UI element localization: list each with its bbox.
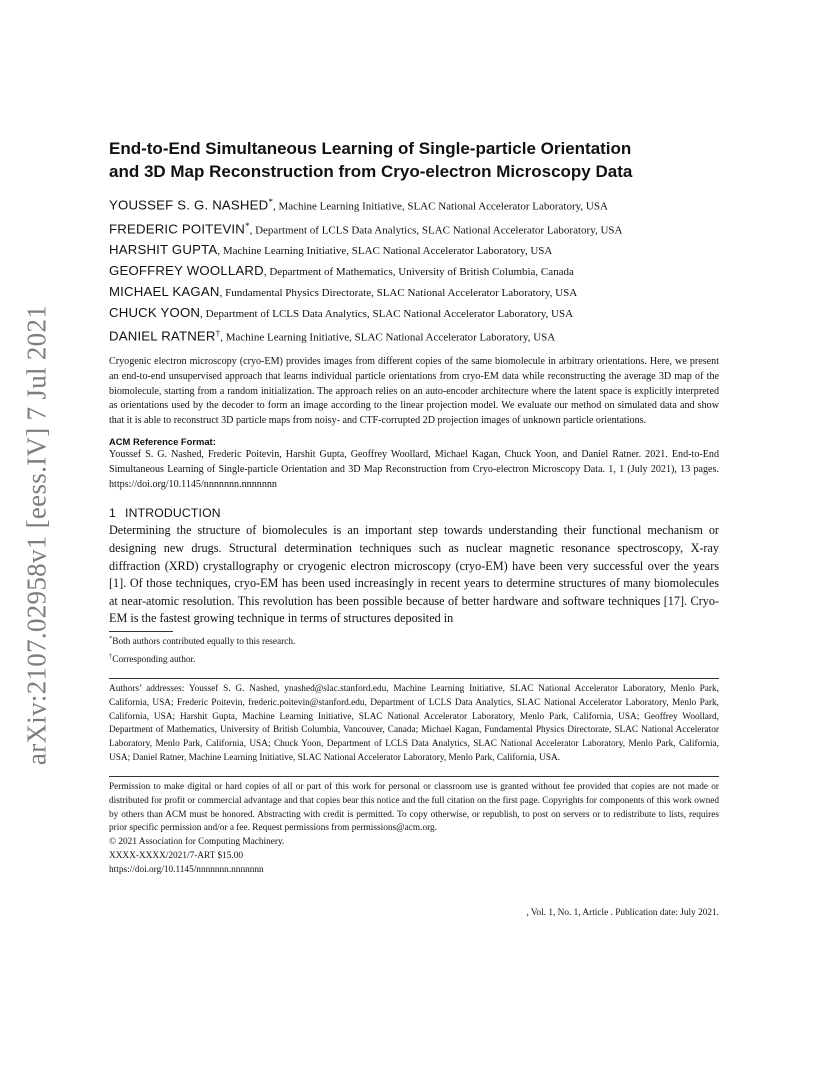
section-heading: [109, 505, 719, 521]
author-entry: [109, 324, 719, 348]
footnote-text: Both authors contributed equally to this research.: [112, 637, 296, 647]
acm-reference-text: Youssef S. G. Nashed, Frederic Poitevin, Harshit Gupta, Geoffrey Woollard, Michael Kagan, Chuck Yoon, and Daniel Ratner. 2021. End-to-End Simultaneous Learning of Single-particle Orientation and 3D Map Reconstruction from Cryo-electron Microscopy Data. 1, 1 (July 2021), 13 pages. https://doi.org/10.1145/nnnnnnn.nnnnnnn: [109, 448, 719, 490]
author-name: DANIEL RATNER: [109, 328, 216, 344]
acm-reference-heading: ACM Reference Format:: [109, 435, 216, 447]
title-line-2: and 3D Map Reconstruction from Cryo-electron Microscopy Data: [109, 162, 633, 181]
footnote-mark: *: [109, 634, 113, 642]
author-list: [109, 193, 719, 348]
author-mark: †: [215, 328, 221, 339]
author-name: FREDERIC POITEVIN: [109, 221, 246, 237]
footnote-mark: †: [109, 652, 113, 660]
author-affiliation: , Machine Learning Initiative, SLAC National Accelerator Laboratory, USA: [220, 331, 556, 344]
footnote: [109, 632, 719, 650]
author-name: GEOFFREY WOOLLARD: [109, 263, 264, 279]
copyright-line: © 2021 Association for Computing Machinery.: [109, 837, 285, 848]
author-entry: [109, 282, 719, 303]
arxiv-identifier-text: arXiv:2107.02958v1 [eess.IV] 7 Jul 2021: [21, 304, 52, 766]
author-entry: [109, 240, 719, 261]
author-affiliation: , Department of LCLS Data Analytics, SLAC National Accelerator Laboratory, USA: [200, 308, 574, 321]
title-line-1: End-to-End Simultaneous Learning of Single-particle Orientation: [109, 139, 632, 158]
issn-line: XXXX-XXXX/2021/7-ART $15.00: [109, 850, 244, 861]
author-mark: *: [245, 220, 250, 231]
intro-paragraph: Determining the structure of biomolecules is an important step towards understanding their functional mechanism or designing new drugs. Structural determination techniques such as nuclear magnetic resonance spectroscopy, X-ray diffraction (XRD) crystallography or cryogenic electron microscopy (cryo-EM) have been very successful over the years [1]. Of those techniques, cryo-EM has been used increasingly in recent years to determine structures of many biomolecules at near-atomic resolution. This revolution has been possible because of better hardware and software techniques [17]. Cryo-EM is the fastest growing technique in terms of structures deposited in: [109, 523, 719, 626]
paper-page: [109, 137, 719, 877]
footnote: [109, 650, 719, 668]
author-entry: [109, 193, 719, 217]
author-affiliation: , Department of LCLS Data Analytics, SLAC National Accelerator Laboratory, USA: [249, 224, 623, 237]
author-name: YOUSSEF S. G. NASHED: [109, 197, 269, 213]
author-entry: [109, 261, 719, 282]
arxiv-identifier: [20, 300, 54, 770]
author-entry: [109, 217, 719, 241]
section-title: INTRODUCTION: [124, 506, 221, 521]
authors-addresses: Authors’ addresses: Youssef S. G. Nashed, ynashed@slac.stanford.edu, Machine Learning Initiative, SLAC National Accelerator Laboratory, Menlo Park, California, USA; Frederic Poitevin, frederic.poitevin@stanford.edu, Department of LCLS Data Analytics, SLAC National Accelerator Laboratory, Menlo Park, California, USA; Harshit Gupta, Machine Learning Initiative, SLAC National Accelerator Laboratory, Menlo Park, California, USA; Geoffrey Woollard, Department of Mathematics, University of British Columbia, Vancouver, Canada; Michael Kagan, Fundamental Physics Directorate, SLAC National Accelerator Laboratory, Menlo Park, California, USA; Chuck Yoon, Department of LCLS Data Analytics, SLAC National Accelerator Laboratory, Menlo Park, California, USA; Daniel Ratner, Machine Learning Initiative, SLAC National Accelerator Laboratory, Menlo Park, California, USA.: [109, 684, 719, 763]
author-entry: [109, 303, 719, 324]
paper-title: [109, 137, 719, 183]
author-affiliation: , Fundamental Physics Directorate, SLAC National Accelerator Laboratory, USA: [219, 287, 578, 300]
author-mark: *: [268, 197, 273, 207]
author-name: HARSHIT GUPTA: [109, 242, 218, 258]
divider: [109, 678, 719, 679]
doi-link[interactable]: https://doi.org/10.1145/nnnnnnn.nnnnnnn: [109, 864, 264, 875]
divider: [109, 776, 719, 777]
author-name: CHUCK YOON: [109, 305, 201, 321]
author-affiliation: , Machine Learning Initiative, SLAC National Accelerator Laboratory, USA: [217, 245, 553, 258]
abstract: Cryogenic electron microscopy (cryo-EM) provides images from different copies of the same biomolecule in arbitrary orientations. Here, we present an end-to-end unsupervised approach that learns individual particle orientations from cryo-EM data while reconstructing the average 3D map of the biomolecule, starting from a random initialization. The approach relies on an auto-encoder architecture where the latent space is explicitly interpreted as orientations used by the decoder to form an image according to the linear projection model. We evaluate our method on simulated data and show that it is able to reconstruct 3D particle maps from noisy- and CTF-corrupted 2D projection images of unknown particle orientations.: [109, 355, 719, 427]
author-affiliation: , Department of Mathematics, University of British Columbia, Canada: [263, 266, 574, 279]
author-affiliation: , Machine Learning Initiative, SLAC National Accelerator Laboratory, USA: [272, 200, 608, 213]
page-footer: , Vol. 1, No. 1, Article . Publication date: July 2021.: [526, 908, 719, 918]
footnote-text: Corresponding author.: [112, 654, 196, 665]
permission-notice: Permission to make digital or hard copies of all or part of this work for personal or classroom use is granted without fee provided that copies are not made or distributed for profit or commercial advantage and that copies bear this notice and the full citation on the first page. Copyrights for components of this work owned by others than ACM must be honored. Abstracting with credit is permitted. To copy otherwise, or republish, to post on servers or to redistribute to lists, requires prior specific permission and/or a fee. Request permissions from permissions@acm.org.: [109, 782, 719, 834]
section-number: 1: [109, 506, 116, 521]
author-name: MICHAEL KAGAN: [109, 284, 220, 300]
